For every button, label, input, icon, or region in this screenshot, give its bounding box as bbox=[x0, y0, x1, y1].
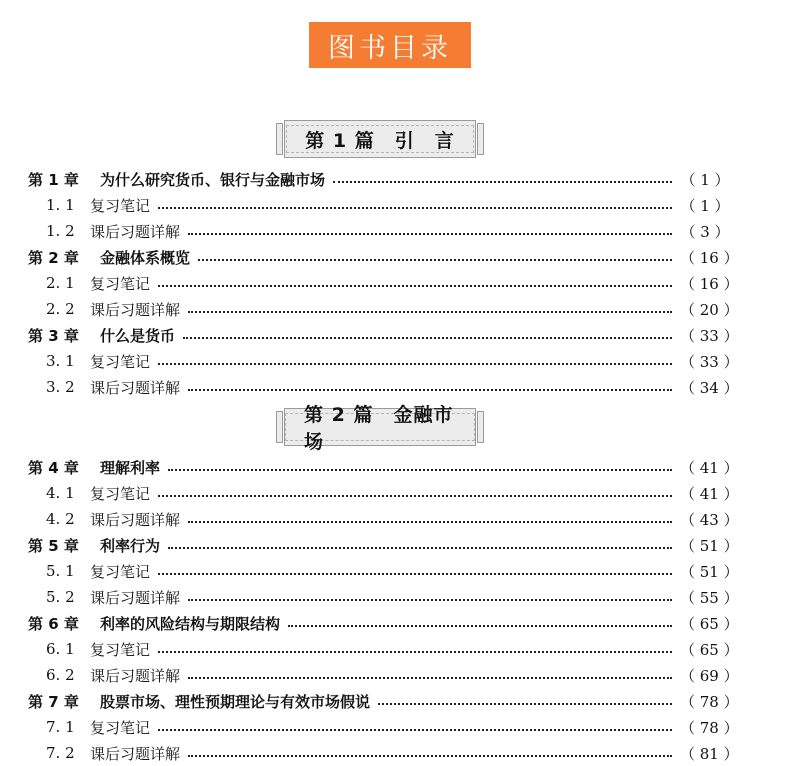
page-number: （ 81 ） bbox=[680, 744, 739, 763]
page-number: （ 43 ） bbox=[680, 510, 739, 529]
section-title: 复习笔记 bbox=[90, 484, 151, 503]
chapter-number: 第 6 章 bbox=[28, 614, 79, 633]
toc-banner bbox=[309, 22, 471, 68]
dot-leader bbox=[158, 353, 672, 365]
toc-section-1-1[interactable] bbox=[46, 193, 730, 217]
page-number: （ 69 ） bbox=[680, 666, 739, 685]
section-number: 1. 2 bbox=[46, 222, 75, 240]
page-number: （ 41 ） bbox=[680, 458, 739, 477]
toc-chapter-4[interactable] bbox=[28, 455, 739, 479]
toc-section-4-2[interactable] bbox=[46, 507, 739, 531]
section-title: 课后习题详解 bbox=[90, 222, 181, 241]
section-number: 4. 2 bbox=[46, 510, 75, 528]
dot-leader bbox=[188, 511, 672, 523]
dot-leader bbox=[158, 563, 672, 575]
dot-leader bbox=[158, 485, 672, 497]
chapter-number: 第 4 章 bbox=[28, 458, 79, 477]
page-number: （ 51 ） bbox=[680, 562, 739, 581]
part-1-label: 第 1 篇 引 言 bbox=[305, 129, 455, 152]
section-number: 3. 1 bbox=[46, 352, 75, 370]
chapter-number: 第 2 章 bbox=[28, 248, 79, 267]
dot-leader bbox=[378, 693, 672, 705]
dot-leader bbox=[188, 589, 672, 601]
toc-section-1-2[interactable] bbox=[46, 219, 730, 243]
dot-leader bbox=[188, 223, 672, 235]
section-title: 课后习题详解 bbox=[90, 300, 181, 319]
toc-section-2-2[interactable] bbox=[46, 297, 739, 321]
chapter-title: 利率的风险结构与期限结构 bbox=[100, 614, 281, 633]
page-number: （ 16 ） bbox=[680, 248, 739, 267]
toc-chapter-6[interactable] bbox=[28, 611, 739, 635]
dot-leader bbox=[168, 459, 672, 471]
dot-leader bbox=[158, 275, 672, 287]
section-title: 复习笔记 bbox=[90, 718, 151, 737]
page-number: （ 41 ） bbox=[680, 484, 739, 503]
section-title: 课后习题详解 bbox=[90, 378, 181, 397]
dot-leader bbox=[188, 379, 672, 391]
page-number: （ 1 ） bbox=[680, 170, 730, 189]
dot-leader bbox=[158, 197, 672, 209]
toc-chapter-1[interactable] bbox=[28, 167, 730, 191]
dot-leader bbox=[188, 301, 672, 313]
section-title: 复习笔记 bbox=[90, 640, 151, 659]
section-title: 复习笔记 bbox=[90, 352, 151, 371]
section-number: 6. 2 bbox=[46, 666, 75, 684]
dot-leader bbox=[168, 537, 672, 549]
dot-leader bbox=[198, 249, 672, 261]
dot-leader bbox=[158, 719, 672, 731]
toc-section-7-1[interactable] bbox=[46, 715, 739, 739]
dot-leader bbox=[333, 171, 672, 183]
part-1-heading bbox=[284, 120, 476, 158]
section-number: 4. 1 bbox=[46, 484, 75, 502]
toc-chapter-2[interactable] bbox=[28, 245, 739, 269]
part-2-heading bbox=[284, 404, 476, 453]
toc-chapter-7[interactable] bbox=[28, 689, 739, 713]
chapter-title: 理解利率 bbox=[100, 458, 161, 477]
page-number: （ 33 ） bbox=[680, 352, 739, 371]
page-number: （ 3 ） bbox=[680, 222, 730, 241]
toc-section-2-1[interactable] bbox=[46, 271, 739, 295]
chapter-number: 第 3 章 bbox=[28, 326, 79, 345]
section-number: 3. 2 bbox=[46, 378, 75, 396]
section-title: 课后习题详解 bbox=[90, 588, 181, 607]
chapter-number: 第 5 章 bbox=[28, 536, 79, 555]
page-number: （ 1 ） bbox=[680, 196, 730, 215]
section-number: 2. 2 bbox=[46, 300, 75, 318]
page-number: （ 65 ） bbox=[680, 640, 739, 659]
chapter-number: 第 1 章 bbox=[28, 170, 79, 189]
toc-section-5-1[interactable] bbox=[46, 559, 739, 583]
chapter-title: 利率行为 bbox=[100, 536, 161, 555]
section-title: 课后习题详解 bbox=[90, 666, 181, 685]
page-number: （ 16 ） bbox=[680, 274, 739, 293]
page-number: （ 65 ） bbox=[680, 614, 739, 633]
chapter-number: 第 7 章 bbox=[28, 692, 79, 711]
section-title: 课后习题详解 bbox=[90, 744, 181, 763]
page-number: （ 20 ） bbox=[680, 300, 739, 319]
toc-section-3-2[interactable] bbox=[46, 375, 739, 399]
page-number: （ 55 ） bbox=[680, 588, 739, 607]
dot-leader bbox=[183, 327, 672, 339]
toc-chapter-5[interactable] bbox=[28, 533, 739, 557]
toc-section-6-1[interactable] bbox=[46, 637, 739, 661]
section-title: 复习笔记 bbox=[90, 196, 151, 215]
page-number: （ 78 ） bbox=[680, 692, 739, 711]
chapter-title: 为什么研究货币、银行与金融市场 bbox=[100, 170, 326, 189]
section-title: 课后习题详解 bbox=[90, 510, 181, 529]
dot-leader bbox=[158, 641, 672, 653]
toc-section-5-2[interactable] bbox=[46, 585, 739, 609]
dot-leader bbox=[288, 615, 672, 627]
page-number: （ 34 ） bbox=[680, 378, 739, 397]
section-title: 复习笔记 bbox=[90, 562, 151, 581]
toc-section-3-1[interactable] bbox=[46, 349, 739, 373]
section-number: 5. 1 bbox=[46, 562, 75, 580]
section-title: 复习笔记 bbox=[90, 274, 151, 293]
section-number: 2. 1 bbox=[46, 274, 75, 292]
page-number: （ 78 ） bbox=[680, 718, 739, 737]
page-number: （ 51 ） bbox=[680, 536, 739, 555]
page-number: （ 33 ） bbox=[680, 326, 739, 345]
toc-section-7-2[interactable] bbox=[46, 741, 739, 765]
section-number: 7. 1 bbox=[46, 718, 75, 736]
section-number: 1. 1 bbox=[46, 196, 75, 214]
chapter-title: 金融体系概览 bbox=[100, 248, 191, 267]
toc-section-6-2[interactable] bbox=[46, 663, 739, 687]
toc-chapter-3[interactable] bbox=[28, 323, 739, 347]
dot-leader bbox=[188, 745, 672, 757]
dot-leader bbox=[188, 667, 672, 679]
toc-section-4-1[interactable] bbox=[46, 481, 739, 505]
chapter-title: 股票市场、理性预期理论与有效市场假说 bbox=[100, 692, 371, 711]
section-number: 6. 1 bbox=[46, 640, 75, 658]
section-number: 5. 2 bbox=[46, 588, 75, 606]
section-number: 7. 2 bbox=[46, 744, 75, 762]
chapter-title: 什么是货币 bbox=[100, 326, 176, 345]
part-2-label: 第 2 篇 金融市场 bbox=[304, 404, 454, 453]
banner-title: 图书目录 bbox=[328, 32, 452, 64]
